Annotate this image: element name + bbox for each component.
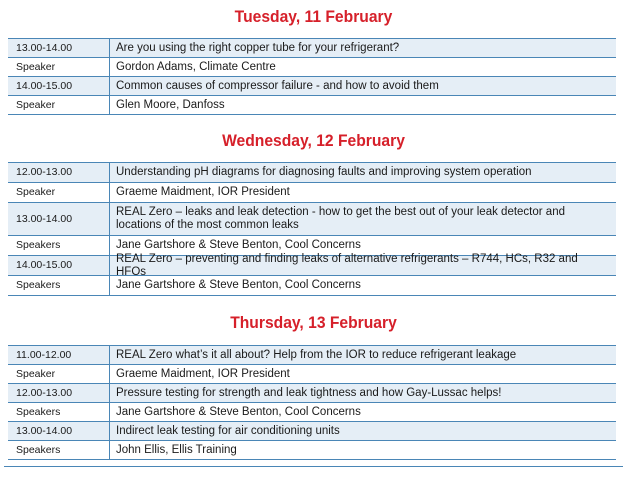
- table-row: [8, 203, 616, 236]
- day-title-thursday: Thursday, 13 February: [230, 313, 397, 332]
- table-row: [8, 403, 616, 422]
- table-row: [8, 183, 616, 203]
- session-title: Indirect leak testing for air conditioning units: [116, 424, 340, 437]
- table-row: [8, 58, 616, 77]
- session-title: REAL Zero – preventing and finding leaks of alternative refrigerants – R744, HCs, R32 and HFOs: [116, 252, 578, 278]
- speaker-label: Speaker: [8, 96, 110, 114]
- speaker-name: Jane Gartshore & Steve Benton, Cool Concerns: [116, 405, 361, 418]
- session-time: 12.00-13.00: [8, 163, 110, 182]
- session-time: 13.00-14.00: [8, 422, 110, 440]
- session-time: 14.00-15.00: [8, 256, 110, 275]
- speaker-label: Speaker: [8, 58, 110, 76]
- speaker-name: Graeme Maidment, IOR President: [116, 186, 290, 198]
- speaker-label: Speakers: [8, 276, 110, 295]
- speaker-name: Jane Gartshore & Steve Benton, Cool Concerns: [116, 279, 361, 291]
- speaker-name: Graeme Maidment, IOR President: [116, 367, 290, 380]
- speaker-name: Jane Gartshore & Steve Benton, Cool Concerns: [116, 239, 361, 251]
- session-time: 13.00-14.00: [8, 203, 110, 235]
- session-time: 14.00-15.00: [8, 77, 110, 95]
- table-row: [8, 276, 616, 296]
- speaker-label: Speakers: [8, 441, 110, 459]
- table-row: [8, 422, 616, 441]
- table-row: [8, 346, 616, 365]
- speaker-name: John Ellis, Ellis Training: [116, 443, 237, 456]
- speaker-name: Glen Moore, Danfoss: [116, 98, 225, 111]
- day-title-tuesday: Tuesday, 11 February: [234, 7, 393, 26]
- speaker-label: Speakers: [8, 403, 110, 421]
- table-row: [8, 77, 616, 96]
- schedule-table-thursday: [8, 345, 616, 460]
- day-title-wednesday: Wednesday, 12 February: [222, 131, 405, 150]
- table-row: [8, 96, 616, 115]
- table-row: [8, 441, 616, 460]
- speaker-label: Speaker: [8, 365, 110, 383]
- schedule-table-wednesday: [8, 162, 616, 296]
- session-title: REAL Zero what’s it all about? Help from the IOR to reduce refrigerant leakage: [116, 348, 517, 361]
- session-time: 11.00-12.00: [8, 346, 110, 364]
- table-row: [8, 365, 616, 384]
- table-row: [8, 39, 616, 58]
- table-row: [8, 252, 616, 278]
- session-time: 12.00-13.00: [8, 384, 110, 402]
- table-row: [8, 163, 616, 183]
- speaker-name: Gordon Adams, Climate Centre: [116, 60, 276, 73]
- bottom-divider: [4, 466, 623, 467]
- session-title: Common causes of compressor failure - and how to avoid them: [116, 79, 439, 92]
- session-title: Are you using the right copper tube for your refrigerant?: [116, 41, 400, 54]
- session-title: REAL Zero – leaks and leak detection - how to get the best out of your leak detector and locations of the most common leaks: [116, 206, 565, 231]
- table-row: [8, 384, 616, 403]
- session-time: 13.00-14.00: [8, 39, 110, 57]
- schedule-table-tuesday: [8, 38, 616, 115]
- speaker-label: Speaker: [8, 183, 110, 202]
- speaker-label: Speakers: [8, 236, 110, 255]
- session-title: Pressure testing for strength and leak tightness and how Gay-Lussac helps!: [116, 386, 502, 399]
- session-title: Understanding pH diagrams for diagnosing faults and improving system operation: [116, 166, 532, 178]
